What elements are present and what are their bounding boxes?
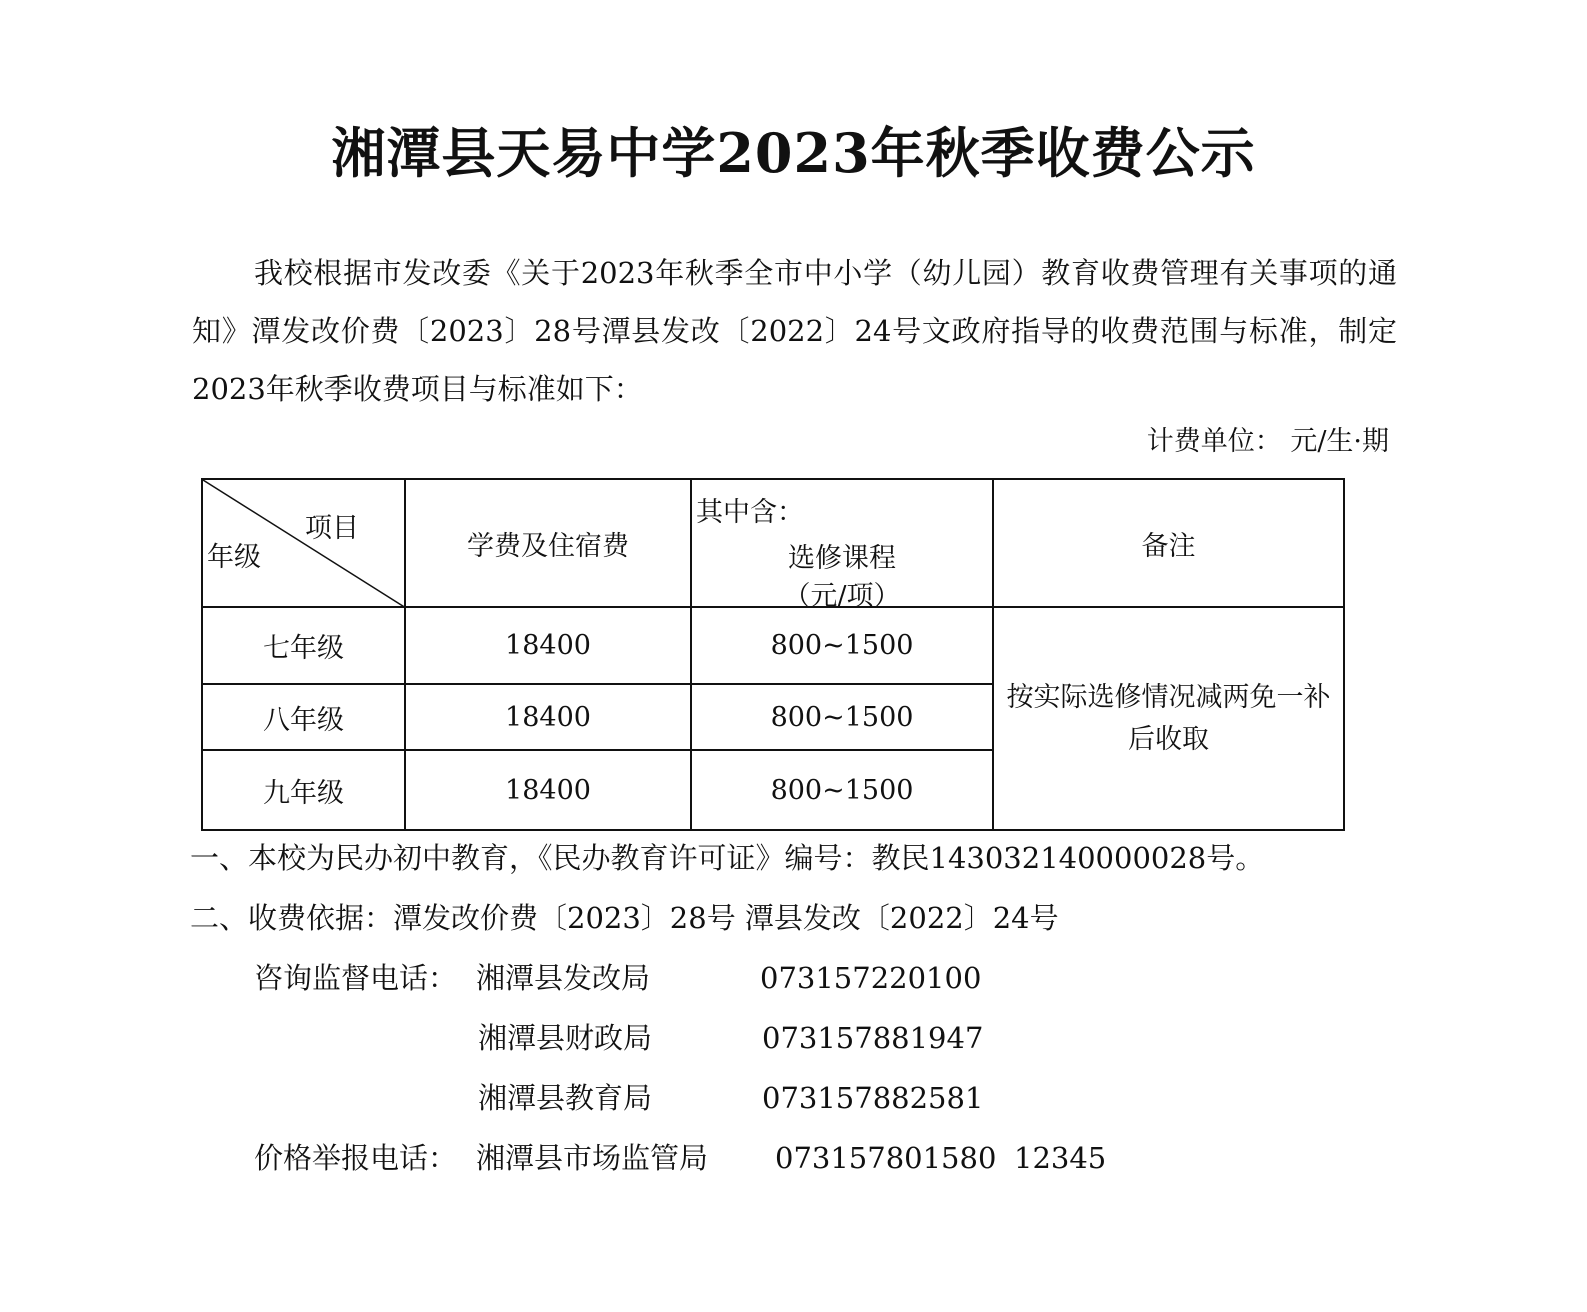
header-elective-label: 选修课程	[788, 543, 896, 574]
page-title: 湘潭县天易中学2023年秋季收费公示	[331, 121, 1256, 185]
report-label: 价格举报电话：	[254, 1141, 458, 1175]
row-elective: 800~1500	[691, 607, 993, 684]
header-item-label: 项目	[305, 513, 359, 544]
row-grade: 九年级	[202, 750, 405, 830]
diagonal-header-cell	[202, 479, 405, 607]
row-grade: 八年级	[202, 684, 405, 750]
consult-name: 湘潭县财政局	[478, 1021, 653, 1055]
report-hotline: 12345	[1014, 1141, 1107, 1175]
header-remark: 备注	[993, 479, 1344, 607]
header-tuition: 学费及住宿费	[405, 479, 691, 607]
consult-phone: 073157220100	[760, 961, 982, 995]
intro-paragraph: 我校根据市发改委《关于2023年秋季全市中小学（幼儿园）教育收费管理有关事项的通知》潭发改价费〔2023〕28号潭县发改〔2022〕24号文政府指导的收费范围与标准，制定2023年秋季收费项目与标准如下：	[192, 256, 1397, 406]
consult-name: 湘潭县教育局	[478, 1081, 653, 1115]
header-elective-cell	[691, 479, 993, 612]
header-includes-label: 其中含：	[696, 497, 804, 528]
table-row	[202, 607, 1344, 684]
row-tuition: 18400	[405, 750, 691, 830]
fee-table	[201, 478, 1345, 831]
consult-phone: 073157881947	[762, 1021, 984, 1055]
row-tuition: 18400	[405, 684, 691, 750]
consult-label: 咨询监督电话：	[254, 961, 458, 995]
note-license: 一、本校为民办初中教育，《民办教育许可证》编号：教民143032140000028号。	[190, 841, 1265, 875]
report-name: 湘潭县市场监管局	[476, 1141, 709, 1175]
remark-cell: 按实际选修情况减两免一补后收取	[993, 607, 1344, 830]
consult-phone: 073157882581	[762, 1081, 984, 1115]
note-basis: 二、收费依据：潭发改价费〔2023〕28号 潭县发改〔2022〕24号	[190, 901, 1059, 935]
billing-unit: 计费单位： 元/生·期	[1146, 426, 1389, 457]
row-elective: 800~1500	[691, 684, 993, 750]
row-elective: 800~1500	[691, 750, 993, 830]
consult-name: 湘潭县发改局	[476, 961, 651, 995]
header-grade-label: 年级	[207, 542, 261, 573]
report-phone: 073157801580	[775, 1141, 997, 1175]
table-header-row	[202, 479, 1344, 607]
header-elective-unit: （元/项）	[783, 581, 901, 612]
row-tuition: 18400	[405, 607, 691, 684]
row-grade: 七年级	[202, 607, 405, 684]
